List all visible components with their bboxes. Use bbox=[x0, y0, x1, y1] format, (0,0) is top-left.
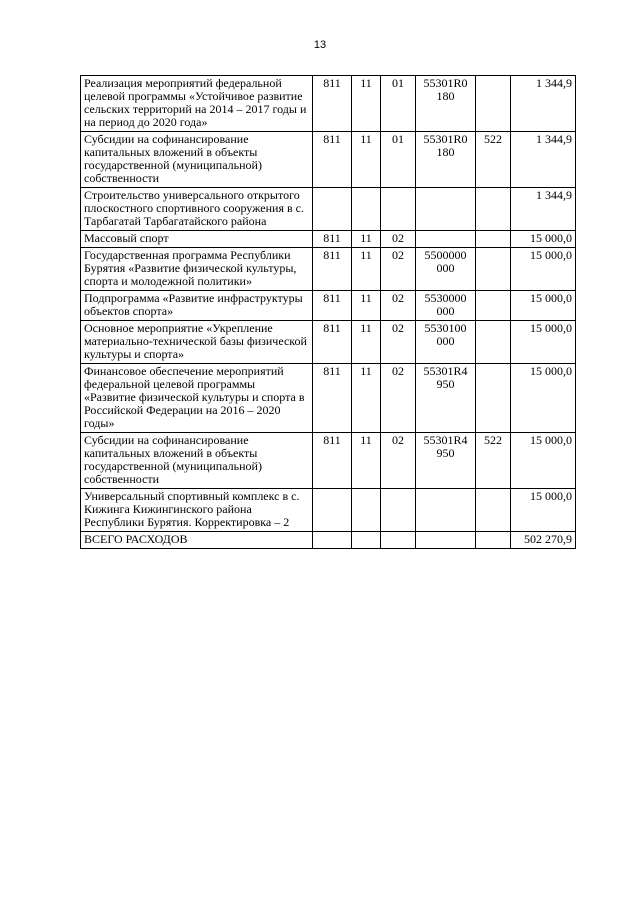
row-vr bbox=[476, 489, 511, 532]
row-ved bbox=[313, 489, 352, 532]
row-rz: 11 bbox=[352, 364, 381, 433]
row-name: Реализация мероприятий федеральной целевой программы «Устойчивое развитие сельских территорий на 2014 – 2017 годы и на период до 2020 года» bbox=[81, 76, 313, 132]
row-ved: 811 bbox=[313, 291, 352, 321]
row-name: Субсидии на софинансирование капитальных вложений в объекты государственной (муниципальной) собственности bbox=[81, 433, 313, 489]
row-pr bbox=[381, 489, 416, 532]
row-sum: 1 344,9 bbox=[511, 188, 576, 231]
row-name: Субсидии на софинансирование капитальных вложений в объекты государственной (муниципальной) собственности bbox=[81, 132, 313, 188]
table-row bbox=[81, 76, 576, 132]
row-ved: 811 bbox=[313, 248, 352, 291]
row-rz: 11 bbox=[352, 433, 381, 489]
row-ved: 811 bbox=[313, 433, 352, 489]
row-pr: 02 bbox=[381, 291, 416, 321]
row-rz bbox=[352, 532, 381, 549]
row-rz: 11 bbox=[352, 248, 381, 291]
page-number: 13 bbox=[313, 39, 327, 51]
table-row bbox=[81, 132, 576, 188]
row-csr: 55301R0 180 bbox=[416, 132, 476, 188]
row-csr bbox=[416, 188, 476, 231]
row-sum: 15 000,0 bbox=[511, 291, 576, 321]
row-csr: 55301R4 950 bbox=[416, 433, 476, 489]
row-vr bbox=[476, 76, 511, 132]
row-csr: 5500000 000 bbox=[416, 248, 476, 291]
row-pr: 02 bbox=[381, 364, 416, 433]
total-sum: 502 270,9 bbox=[511, 532, 576, 549]
row-sum: 15 000,0 bbox=[511, 433, 576, 489]
row-vr bbox=[476, 321, 511, 364]
row-name: Универсальный спортивный комплекс в с. Кижинга Кижингинского района Республики Бурятия. Корректировка – 2 bbox=[81, 489, 313, 532]
table-row bbox=[81, 248, 576, 291]
row-sum: 15 000,0 bbox=[511, 321, 576, 364]
row-rz bbox=[352, 188, 381, 231]
row-csr bbox=[416, 532, 476, 549]
row-pr: 02 bbox=[381, 433, 416, 489]
row-vr bbox=[476, 248, 511, 291]
row-rz: 11 bbox=[352, 76, 381, 132]
row-rz bbox=[352, 489, 381, 532]
row-ved bbox=[313, 188, 352, 231]
row-pr: 02 bbox=[381, 248, 416, 291]
table-row bbox=[81, 433, 576, 489]
table-row bbox=[81, 231, 576, 248]
row-sum: 15 000,0 bbox=[511, 364, 576, 433]
row-sum: 1 344,9 bbox=[511, 76, 576, 132]
row-pr bbox=[381, 188, 416, 231]
row-sum: 15 000,0 bbox=[511, 248, 576, 291]
row-csr bbox=[416, 231, 476, 248]
row-ved: 811 bbox=[313, 76, 352, 132]
row-sum: 1 344,9 bbox=[511, 132, 576, 188]
row-vr: 522 bbox=[476, 433, 511, 489]
row-csr: 5530000 000 bbox=[416, 291, 476, 321]
row-sum: 15 000,0 bbox=[511, 231, 576, 248]
row-name: Массовый спорт bbox=[81, 231, 313, 248]
row-name: Подпрограмма «Развитие инфраструктуры объектов спорта» bbox=[81, 291, 313, 321]
row-csr: 5530100 000 bbox=[416, 321, 476, 364]
table-row bbox=[81, 188, 576, 231]
row-pr: 01 bbox=[381, 132, 416, 188]
row-vr bbox=[476, 188, 511, 231]
row-name: Государственная программа Республики Бурятия «Развитие физической культуры, спорта и молодежной политики» bbox=[81, 248, 313, 291]
row-pr: 01 bbox=[381, 76, 416, 132]
table-row bbox=[81, 489, 576, 532]
row-rz: 11 bbox=[352, 132, 381, 188]
table-row bbox=[81, 321, 576, 364]
row-rz: 11 bbox=[352, 321, 381, 364]
row-vr bbox=[476, 364, 511, 433]
row-vr bbox=[476, 291, 511, 321]
row-csr bbox=[416, 489, 476, 532]
row-vr bbox=[476, 532, 511, 549]
row-name: Строительство универсального открытого плоскостного спортивного сооружения в с. Тарбагатай Тарбагатайского района bbox=[81, 188, 313, 231]
row-ved: 811 bbox=[313, 132, 352, 188]
row-rz: 11 bbox=[352, 231, 381, 248]
row-ved: 811 bbox=[313, 231, 352, 248]
total-row bbox=[81, 532, 576, 549]
row-vr bbox=[476, 231, 511, 248]
row-csr: 55301R0 180 bbox=[416, 76, 476, 132]
budget-table bbox=[80, 75, 576, 549]
row-ved: 811 bbox=[313, 321, 352, 364]
row-vr: 522 bbox=[476, 132, 511, 188]
row-ved: 811 bbox=[313, 364, 352, 433]
row-name: Основное мероприятие «Укрепление материально-технической базы физической культуры и спорта» bbox=[81, 321, 313, 364]
row-pr bbox=[381, 532, 416, 549]
row-csr: 55301R4 950 bbox=[416, 364, 476, 433]
table-row bbox=[81, 291, 576, 321]
row-ved bbox=[313, 532, 352, 549]
table-row bbox=[81, 364, 576, 433]
total-label: ВСЕГО РАСХОДОВ bbox=[81, 532, 313, 549]
row-sum: 15 000,0 bbox=[511, 489, 576, 532]
row-pr: 02 bbox=[381, 321, 416, 364]
row-rz: 11 bbox=[352, 291, 381, 321]
row-name: Финансовое обеспечение мероприятий федеральной целевой программы «Развитие физической культуры и спорта в Российской Федерации на 2016 – 2020 годы» bbox=[81, 364, 313, 433]
row-pr: 02 bbox=[381, 231, 416, 248]
